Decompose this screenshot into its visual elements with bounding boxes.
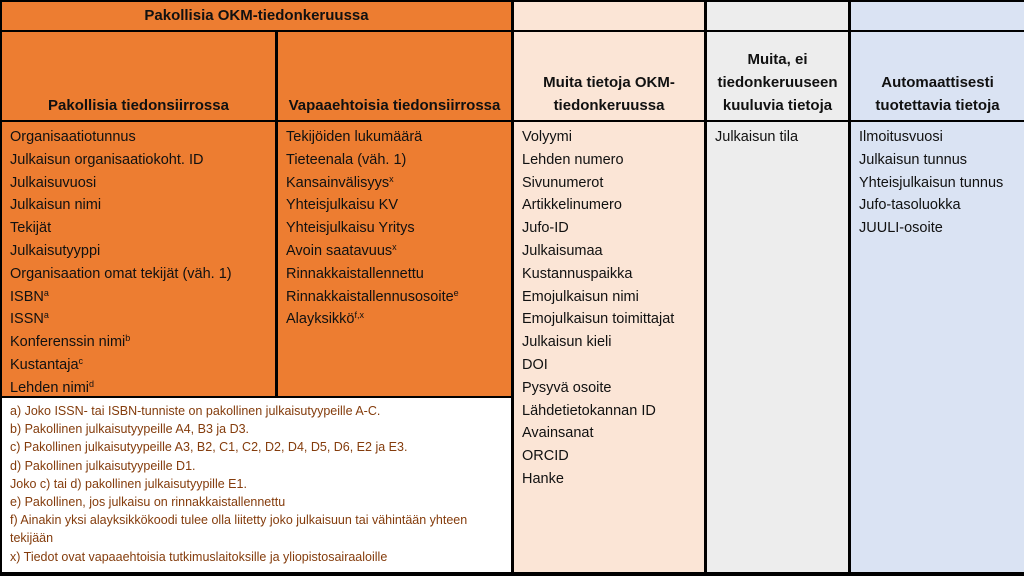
list-item: Avainsanat	[522, 425, 594, 442]
list-item: Organisaation omat tekijät (väh. 1)	[10, 265, 232, 282]
optional-list	[278, 122, 511, 396]
footnote: f) Ainakin yksi alayksikkökoodi tulee olla liitetty joko julkaisuun tai vähintään yhteen tekijään	[10, 513, 468, 546]
list-item: Julkaisun organisaatiokoht. ID	[10, 151, 204, 168]
list-item: Julkaisumaa	[522, 242, 603, 259]
header-other-okm-label: Muita tietoja OKM-tiedonkeruussa	[543, 74, 675, 114]
auto-list	[851, 122, 1024, 572]
list-item: Rinnakkaistallennusosoite$^e$	[286, 287, 459, 305]
list-item: Jufo-tasoluokka	[859, 197, 961, 214]
list-item: Jufo-ID	[522, 220, 569, 237]
top-header: Pakollisia OKM-tiedonkeruussa	[2, 2, 511, 30]
list-item: Hanke	[522, 470, 564, 487]
footnotes	[2, 398, 511, 572]
header-mandatory-label: Pakollisia tiedonsiirrossa	[48, 97, 229, 114]
list-item: Organisaatiotunnus	[10, 129, 136, 145]
list-item: DOI	[522, 356, 548, 373]
footnote: b) Pakollinen julkaisutyypeille A4, B3 ja D3.	[10, 422, 250, 437]
header-other-okm	[514, 32, 704, 120]
list-item: Avoin saatavuus$^x$	[286, 241, 397, 259]
list-item: Emojulkaisun toimittajat	[522, 311, 675, 328]
other-okm-list	[514, 122, 704, 572]
list-item: Kansainvälisyys$^x$	[286, 173, 394, 191]
list-item: Tekijöiden lukumäärä	[286, 129, 423, 145]
list-item: ORCID	[522, 448, 569, 465]
footnote: c) Pakollinen julkaisutyypeille A3, B2, C1, C2, D2, D4, D5, D6, E2 ja E3.	[10, 440, 408, 455]
list-item: Julkaisutyyppi	[10, 242, 101, 259]
list-item: Yhteisjulkaisun tunnus	[859, 174, 1004, 191]
list-item: ISBN$^a$	[10, 287, 49, 305]
list-item: Yhteisjulkaisu Yritys	[286, 220, 415, 237]
list-item: Julkaisun kieli	[522, 334, 612, 351]
list-item: Julkaisuvuosi	[10, 174, 97, 191]
top-blank-grey	[707, 2, 848, 30]
header-other-non	[707, 32, 848, 120]
list-item: Alayksikkö$^{f,x}$	[286, 310, 365, 328]
footnote: Joko c) tai d) pakollinen julkaisutyypille E1.	[10, 476, 247, 491]
list-item: Julkaisun tila	[715, 129, 799, 145]
list-item: Volyymi	[522, 129, 572, 145]
header-auto	[851, 32, 1024, 120]
list-item: Julkaisun nimi	[10, 197, 102, 214]
other-non-list	[707, 122, 848, 572]
list-item: Pysyvä osoite	[522, 379, 612, 396]
footnote: a) Joko ISSN- tai ISBN-tunniste on pakollinen julkaisutyypeille A-C.	[10, 404, 381, 418]
list-item: Konferenssin nimi$^b$	[10, 333, 131, 351]
header-auto-label: Automaattisesti tuotettavia tietoja	[875, 74, 1000, 114]
header-optional	[278, 32, 511, 120]
top-blank-peach	[514, 2, 704, 30]
list-item: Lehden nimi$^d$	[10, 378, 95, 396]
list-item: Lähdetietokannan ID	[522, 402, 656, 419]
list-item: Rinnakkaistallennettu	[286, 265, 424, 282]
header-mandatory	[2, 32, 275, 120]
list-item: ISSN$^a$	[10, 310, 49, 328]
list-item: Emojulkaisun nimi	[522, 288, 639, 305]
list-item: Kustantaja$^c$	[10, 355, 84, 373]
list-item: JUULI-osoite	[859, 220, 943, 237]
list-item: Sivunumerot	[522, 174, 604, 191]
mandatory-list	[2, 122, 275, 396]
list-item: Yhteisjulkaisu KV	[286, 197, 399, 214]
footnote: e) Pakollinen, jos julkaisu on rinnakkaistallennettu	[10, 495, 286, 510]
list-item: Tekijät	[10, 220, 52, 237]
list-item: Tieteenala (väh. 1)	[286, 151, 407, 168]
header-optional-label: Vapaaehtoisia tiedonsiirrossa	[288, 97, 501, 114]
list-item: Lehden numero	[522, 151, 624, 168]
footnote: x) Tiedot ovat vapaaehtoisia tutkimuslaitoksille ja yliopistosairaaloille	[10, 549, 388, 564]
footnote: d) Pakollinen julkaisutyypeille D1.	[10, 458, 196, 473]
top-blank-blue	[851, 2, 1024, 30]
header-other-non-label: Muita, ei tiedonkeruuseen kuuluvia tietoja	[717, 51, 838, 114]
list-item: Kustannuspaikka	[522, 265, 633, 282]
list-item: Ilmoitusvuosi	[859, 129, 943, 145]
list-item: Julkaisun tunnus	[859, 151, 968, 168]
list-item: Artikkelinumero	[522, 197, 622, 214]
